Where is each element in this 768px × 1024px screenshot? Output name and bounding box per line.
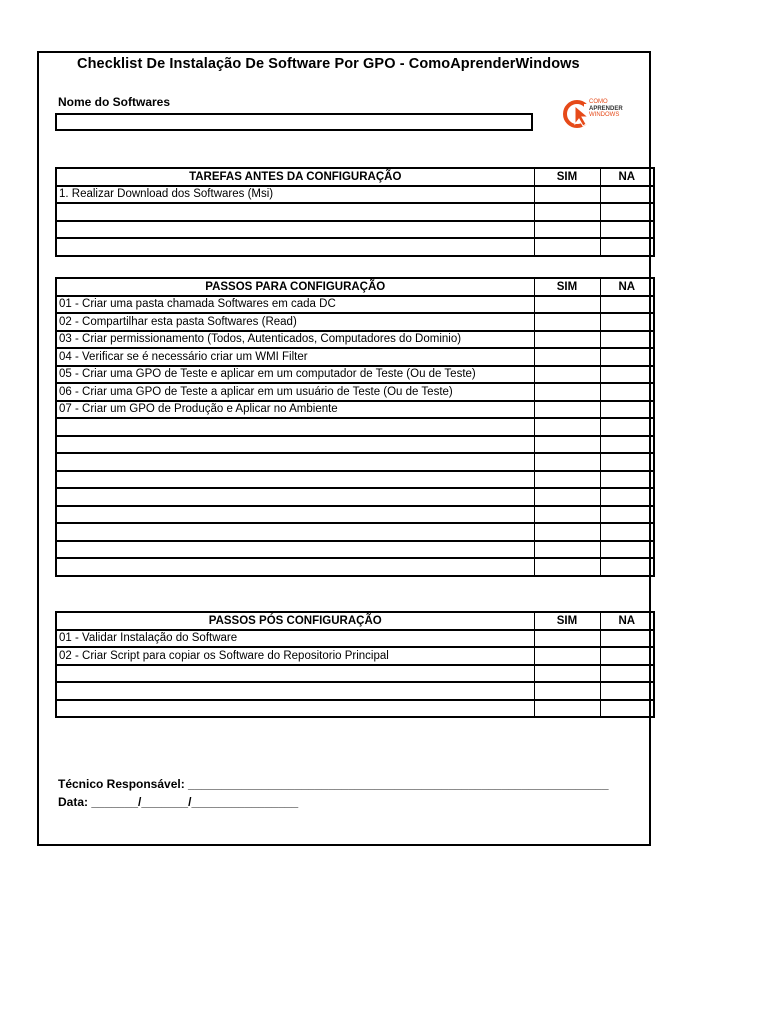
software-name-label: Nome do Softwares xyxy=(58,95,171,109)
sim-checkbox-cell[interactable] xyxy=(534,331,600,349)
na-checkbox-cell[interactable] xyxy=(600,348,654,366)
task-cell xyxy=(56,418,534,436)
checklist-row xyxy=(56,665,654,683)
section-table-config xyxy=(55,277,655,577)
na-column-header: NA xyxy=(600,278,654,296)
na-checkbox-cell[interactable] xyxy=(600,313,654,331)
sim-checkbox-cell[interactable] xyxy=(534,453,600,471)
task-cell xyxy=(56,541,534,559)
task-cell: 02 - Compartilhar esta pasta Softwares (Read) xyxy=(56,313,534,331)
na-checkbox-cell[interactable] xyxy=(600,221,654,239)
task-cell: 01 - Criar uma pasta chamada Softwares em cada DC xyxy=(56,296,534,314)
task-cell xyxy=(56,488,534,506)
section-title: PASSOS PARA CONFIGURAÇÃO xyxy=(56,278,534,296)
task-cell: 04 - Verificar se é necessário criar um WMI Filter xyxy=(56,348,534,366)
sim-checkbox-cell[interactable] xyxy=(534,296,600,314)
checklist-row xyxy=(56,630,654,648)
sim-checkbox-cell[interactable] xyxy=(534,401,600,419)
sim-checkbox-cell[interactable] xyxy=(534,523,600,541)
na-checkbox-cell[interactable] xyxy=(600,383,654,401)
na-checkbox-cell[interactable] xyxy=(600,523,654,541)
section-table-after xyxy=(55,611,655,718)
task-cell xyxy=(56,436,534,454)
na-checkbox-cell[interactable] xyxy=(600,665,654,683)
na-checkbox-cell[interactable] xyxy=(600,558,654,576)
na-checkbox-cell[interactable] xyxy=(600,700,654,718)
na-checkbox-cell[interactable] xyxy=(600,436,654,454)
task-cell xyxy=(56,453,534,471)
task-cell: 03 - Criar permissionamento (Todos, Autenticados, Computadores do Dominio) xyxy=(56,331,534,349)
sim-checkbox-cell[interactable] xyxy=(534,700,600,718)
sim-checkbox-cell[interactable] xyxy=(534,647,600,665)
sim-checkbox-cell[interactable] xyxy=(534,471,600,489)
checklist-row xyxy=(56,541,654,559)
sim-checkbox-cell[interactable] xyxy=(534,488,600,506)
na-checkbox-cell[interactable] xyxy=(600,647,654,665)
checklist-row xyxy=(56,506,654,524)
na-checkbox-cell[interactable] xyxy=(600,488,654,506)
logo-text xyxy=(589,99,623,119)
document-title: Checklist De Instalação De Software Por GPO - ComoAprenderWindows xyxy=(77,56,580,72)
task-cell xyxy=(56,471,534,489)
checklist-row xyxy=(56,418,654,436)
sim-checkbox-cell[interactable] xyxy=(534,313,600,331)
sim-column-header: SIM xyxy=(534,168,600,186)
logo-text-line1: COMO xyxy=(589,99,608,105)
sim-checkbox-cell[interactable] xyxy=(534,203,600,221)
section-header-row xyxy=(56,612,654,630)
tecnico-responsavel-line[interactable]: Técnico Responsável: _______________________________________________________________ xyxy=(58,777,609,791)
sim-checkbox-cell[interactable] xyxy=(534,506,600,524)
checklist-row xyxy=(56,186,654,204)
checklist-row xyxy=(56,488,654,506)
na-checkbox-cell[interactable] xyxy=(600,506,654,524)
task-cell xyxy=(56,700,534,718)
na-checkbox-cell[interactable] xyxy=(600,401,654,419)
sim-checkbox-cell[interactable] xyxy=(534,436,600,454)
checklist-row xyxy=(56,313,654,331)
na-checkbox-cell[interactable] xyxy=(600,331,654,349)
task-cell xyxy=(56,238,534,256)
task-cell xyxy=(56,665,534,683)
na-column-header: NA xyxy=(600,612,654,630)
checklist-row xyxy=(56,401,654,419)
task-cell xyxy=(56,203,534,221)
checklist-row xyxy=(56,221,654,239)
na-checkbox-cell[interactable] xyxy=(600,203,654,221)
na-checkbox-cell[interactable] xyxy=(600,366,654,384)
sim-checkbox-cell[interactable] xyxy=(534,418,600,436)
sim-column-header: SIM xyxy=(534,278,600,296)
sim-checkbox-cell[interactable] xyxy=(534,221,600,239)
sim-checkbox-cell[interactable] xyxy=(534,630,600,648)
task-cell xyxy=(56,558,534,576)
checklist-row xyxy=(56,348,654,366)
task-cell: 07 - Criar um GPO de Produção e Aplicar no Ambiente xyxy=(56,401,534,419)
na-column-header: NA xyxy=(600,168,654,186)
checklist-row xyxy=(56,296,654,314)
sim-checkbox-cell[interactable] xyxy=(534,348,600,366)
section-table-before xyxy=(55,167,655,257)
date-line[interactable]: Data: _______/_______/________________ xyxy=(58,795,299,809)
task-cell: 06 - Criar uma GPO de Teste a aplicar em um usuário de Teste (Ou de Teste) xyxy=(56,383,534,401)
logo-text-line2: APRENDER xyxy=(589,105,623,112)
sim-checkbox-cell[interactable] xyxy=(534,366,600,384)
checklist-row xyxy=(56,383,654,401)
sim-checkbox-cell[interactable] xyxy=(534,682,600,700)
logo-text-line3: WINDOWS xyxy=(589,112,620,118)
sim-checkbox-cell[interactable] xyxy=(534,558,600,576)
na-checkbox-cell[interactable] xyxy=(600,541,654,559)
na-checkbox-cell[interactable] xyxy=(600,296,654,314)
task-cell xyxy=(56,221,534,239)
na-checkbox-cell[interactable] xyxy=(600,471,654,489)
na-checkbox-cell[interactable] xyxy=(600,630,654,648)
checklist-row xyxy=(56,436,654,454)
checklist-row xyxy=(56,523,654,541)
checklist-row xyxy=(56,682,654,700)
na-checkbox-cell[interactable] xyxy=(600,453,654,471)
sim-checkbox-cell[interactable] xyxy=(534,541,600,559)
checklist-row xyxy=(56,647,654,665)
section-header-row xyxy=(56,168,654,186)
software-name-field[interactable] xyxy=(55,113,533,131)
task-cell xyxy=(56,682,534,700)
section-title: PASSOS PÓS CONFIGURAÇÃO xyxy=(56,612,534,630)
na-checkbox-cell[interactable] xyxy=(600,418,654,436)
checklist-row xyxy=(56,700,654,718)
sim-column-header: SIM xyxy=(534,612,600,630)
task-cell: 05 - Criar uma GPO de Teste e aplicar em um computador de Teste (Ou de Teste) xyxy=(56,366,534,384)
sim-checkbox-cell[interactable] xyxy=(534,238,600,256)
checklist-row xyxy=(56,558,654,576)
checklist-row xyxy=(56,366,654,384)
task-cell: 01 - Validar Instalação do Software xyxy=(56,630,534,648)
na-checkbox-cell[interactable] xyxy=(600,238,654,256)
sim-checkbox-cell[interactable] xyxy=(534,383,600,401)
checklist-row xyxy=(56,453,654,471)
checklist-row xyxy=(56,471,654,489)
section-header-row xyxy=(56,278,654,296)
task-cell: 1. Realizar Download dos Softwares (Msi) xyxy=(56,186,534,204)
section-title: TAREFAS ANTES DA CONFIGURAÇÃO xyxy=(56,168,534,186)
sim-checkbox-cell[interactable] xyxy=(534,186,600,204)
na-checkbox-cell[interactable] xyxy=(600,682,654,700)
task-cell xyxy=(56,506,534,524)
checklist-row xyxy=(56,331,654,349)
sim-checkbox-cell[interactable] xyxy=(534,665,600,683)
task-cell: 02 - Criar Script para copiar os Software do Repositorio Principal xyxy=(56,647,534,665)
na-checkbox-cell[interactable] xyxy=(600,186,654,204)
checklist-row xyxy=(56,203,654,221)
checklist-row xyxy=(56,238,654,256)
task-cell xyxy=(56,523,534,541)
